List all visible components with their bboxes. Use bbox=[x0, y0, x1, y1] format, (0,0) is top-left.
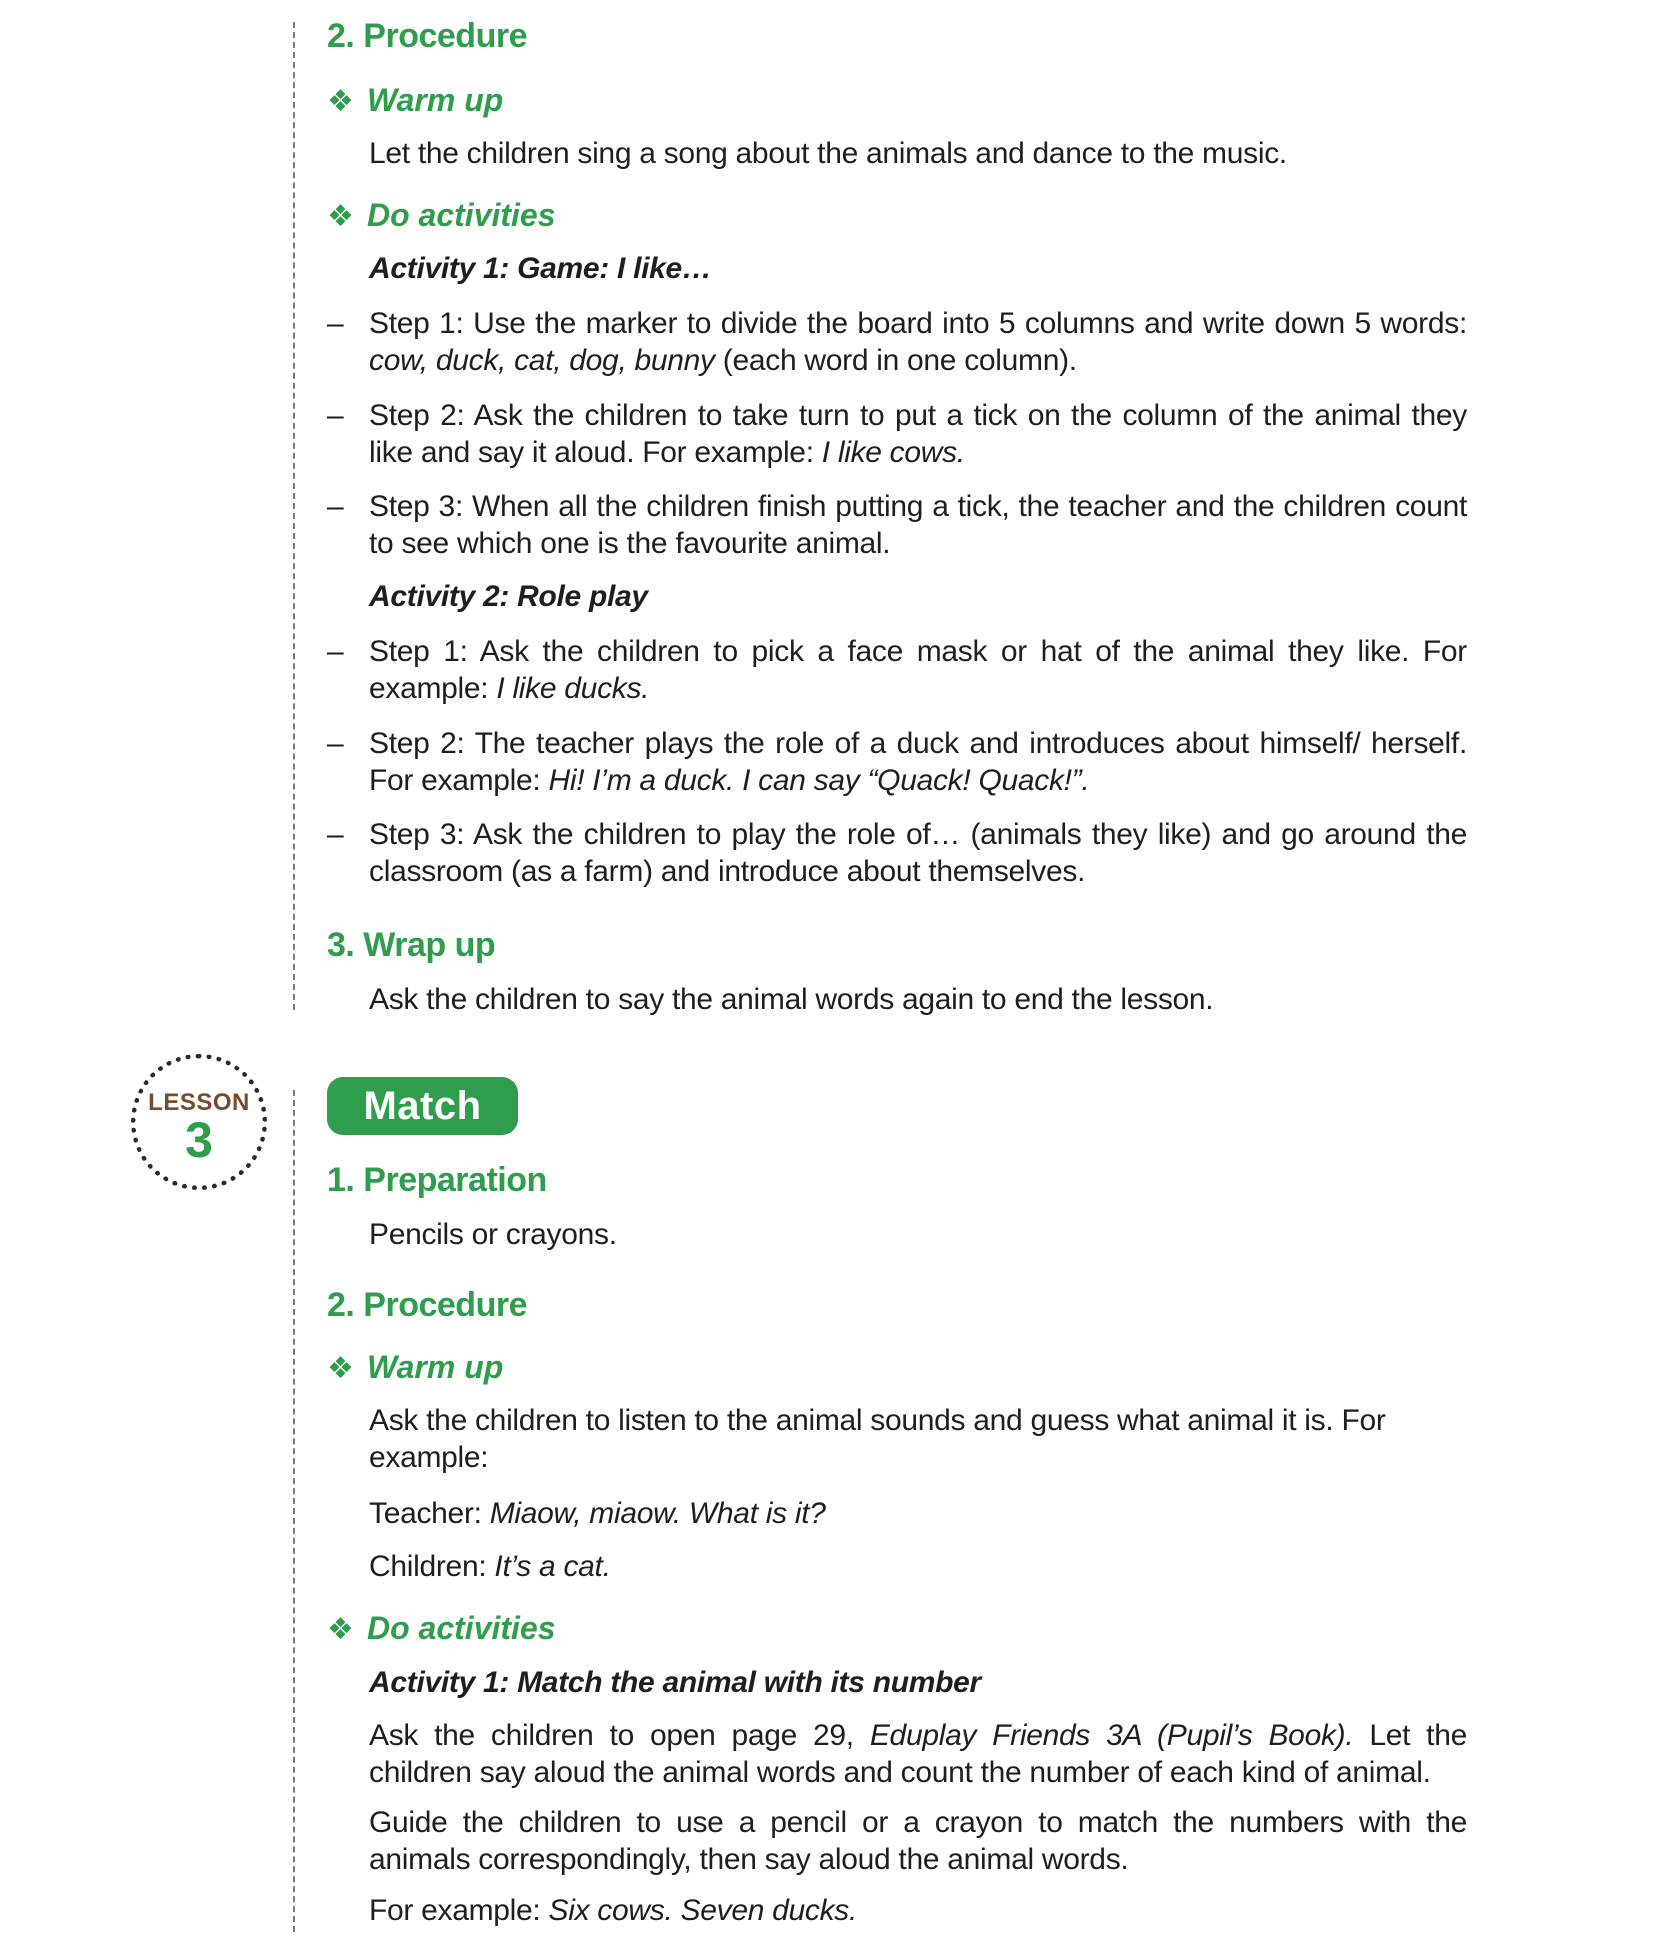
activity2-step-2 bbox=[327, 725, 1467, 799]
lesson-para-1: Ask the children to open page 29, Eduplay Friends 3A (Pupil’s Book). Let the children say aloud the animal words and count the number of each kind of animal. bbox=[369, 1719, 1467, 1789]
list-dash: – bbox=[327, 818, 344, 851]
step-text: Step 3: Ask the children to play the role of… (animals they like) and go around the classroom (as a farm) and introduce about themselves. bbox=[369, 818, 1467, 888]
lesson-warmup-title: Warm up bbox=[367, 1349, 504, 1385]
activity1-step-1 bbox=[327, 305, 1467, 379]
margin-rule-bottom bbox=[293, 1090, 295, 1932]
warmup-text: Let the children sing a song about the animals and dance to the music. bbox=[369, 137, 1287, 170]
lesson-procedure-heading: 2. Procedure bbox=[327, 1286, 527, 1324]
margin-rule-top bbox=[293, 22, 295, 1010]
lesson-badge bbox=[131, 1054, 267, 1190]
diamond-bullet-icon: ❖ bbox=[327, 1613, 354, 1646]
activity1-step-2 bbox=[327, 397, 1467, 471]
diamond-bullet-icon: ❖ bbox=[327, 85, 354, 118]
do-activities-subheading bbox=[327, 195, 1467, 237]
wrapup-text: Ask the children to say the animal words again to end the lesson. bbox=[369, 983, 1214, 1016]
lesson-activity1-title: Activity 1: Match the animal with its number bbox=[369, 1666, 981, 1699]
activity2-step-3 bbox=[327, 816, 1467, 890]
do-activities-title: Do activities bbox=[367, 197, 556, 233]
step-text: Step 2: Ask the children to take turn to put a tick on the column of the animal they like and say it aloud. For example: I like cows. bbox=[369, 399, 1467, 469]
lesson-do-activities-subheading bbox=[327, 1608, 1467, 1650]
procedure-heading: 2. Procedure bbox=[327, 17, 527, 55]
list-dash: – bbox=[327, 307, 344, 340]
step-text: Step 3: When all the children finish putting a tick, the teacher and the children count to see which one is the favourite animal. bbox=[369, 490, 1467, 560]
list-dash: – bbox=[327, 490, 344, 523]
warmup-subheading bbox=[327, 80, 1467, 122]
activity1-title: Activity 1: Game: I like… bbox=[369, 252, 712, 285]
step-text: Step 2: The teacher plays the role of a duck and introduces about himself/ herself. For example: Hi! I’m a duck. I can say “Quack! Quack!”. bbox=[369, 727, 1467, 797]
lesson-do-activities-title: Do activities bbox=[367, 1610, 556, 1646]
step-text: Step 1: Ask the children to pick a face mask or hat of the animal they like. For example: I like ducks. bbox=[369, 635, 1467, 705]
preparation-text: Pencils or crayons. bbox=[369, 1218, 617, 1251]
step-text: Step 1: Use the marker to divide the board into 5 columns and write down 5 words: cow, duck, cat, dog, bunny (each word in one column). bbox=[369, 307, 1467, 377]
teacher-line: Teacher: Miaow, miaow. What is it? bbox=[369, 1497, 826, 1530]
lesson-badge-word: LESSON bbox=[148, 1089, 250, 1116]
lesson-warmup-subheading bbox=[327, 1347, 1467, 1389]
diamond-bullet-icon: ❖ bbox=[327, 1352, 354, 1385]
wrapup-heading: 3. Wrap up bbox=[327, 926, 496, 964]
activity1-step-3 bbox=[327, 488, 1467, 562]
lesson-title-pill: Match bbox=[327, 1077, 518, 1135]
lesson-warmup-text: Ask the children to listen to the animal sounds and guess what animal it is. For example: bbox=[369, 1404, 1386, 1474]
lesson-para-2: Guide the children to use a pencil or a crayon to match the numbers with the animals correspondingly, then say aloud the animal words. bbox=[369, 1806, 1467, 1876]
lesson-example: For example: Six cows. Seven ducks. bbox=[369, 1894, 858, 1927]
preparation-heading: 1. Preparation bbox=[327, 1161, 547, 1199]
children-line: Children: It’s a cat. bbox=[369, 1550, 611, 1583]
activity2-step-1 bbox=[327, 633, 1467, 707]
list-dash: – bbox=[327, 727, 344, 760]
lesson-badge-number: 3 bbox=[185, 1112, 213, 1168]
list-dash: – bbox=[327, 399, 344, 432]
activity2-title: Activity 2: Role play bbox=[369, 580, 648, 613]
list-dash: – bbox=[327, 635, 344, 668]
warmup-title: Warm up bbox=[367, 82, 504, 118]
diamond-bullet-icon: ❖ bbox=[327, 200, 354, 233]
